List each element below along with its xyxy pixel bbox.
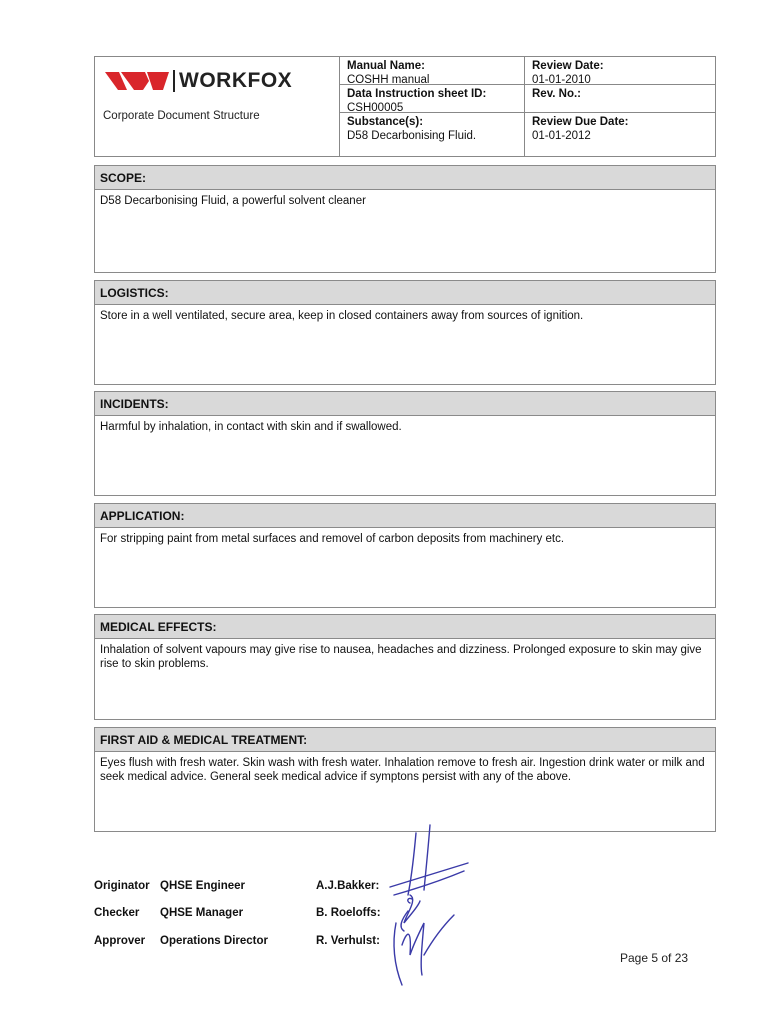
checker-name: B. Roeloffs:	[316, 907, 381, 919]
logo-divider	[173, 70, 175, 92]
originator-name: A.J.Bakker:	[316, 880, 380, 892]
section-body: Harmful by inhalation, in contact with skin and if swallowed.	[100, 421, 402, 433]
review-date-cell	[525, 57, 715, 85]
approver-name: R. Verhulst:	[316, 935, 380, 947]
brand-cell	[95, 57, 340, 156]
section-body: Inhalation of solvent vapours may give rise to nausea, headaches and dizziness. Prolonged exposure to skin may give rise to skin problems.	[100, 644, 702, 670]
manual-name-cell	[340, 57, 525, 85]
document-structure-label: Corporate Document Structure	[103, 110, 260, 122]
page-number: Page 5 of 23	[620, 951, 689, 965]
section-scope	[94, 165, 716, 273]
review-due-date-cell	[525, 113, 715, 156]
section-application	[94, 503, 716, 608]
company-logo	[105, 67, 292, 95]
section-heading: SCOPE:	[95, 166, 715, 190]
manual-name-value: COSHH manual	[347, 74, 430, 86]
substances-value: D58 Decarbonising Fluid.	[347, 130, 477, 142]
originator-title: QHSE Engineer	[160, 880, 245, 892]
review-date-value: 01-01-2010	[532, 74, 591, 86]
logo-text: WORKFOX	[179, 69, 293, 92]
handwritten-signatures-icon	[380, 815, 480, 995]
data-sheet-id-label: Data Instruction sheet ID:	[347, 88, 487, 100]
checker-title: QHSE Manager	[160, 907, 244, 919]
rev-no-label: Rev. No.:	[532, 88, 581, 100]
review-date-label: Review Date:	[532, 60, 604, 72]
manual-name-label: Manual Name:	[347, 60, 425, 72]
document-header-table	[94, 56, 716, 157]
approver-role: Approver	[94, 935, 146, 947]
section-logistics	[94, 280, 716, 385]
section-heading: LOGISTICS:	[95, 281, 715, 305]
data-sheet-id-cell	[340, 85, 525, 113]
checker-role: Checker	[94, 907, 140, 919]
data-sheet-id-value: CSH00005	[347, 102, 404, 114]
section-heading: MEDICAL EFFECTS:	[95, 615, 715, 639]
section-body: For stripping paint from metal surfaces and removel of carbon deposits from machinery etc.	[100, 533, 565, 545]
section-heading: INCIDENTS:	[95, 392, 715, 416]
section-incidents	[94, 391, 716, 496]
substances-cell	[340, 113, 525, 156]
section-body: Eyes flush with fresh water. Skin wash with fresh water. Inhalation remove to fresh air. Ingestion drink water or milk and seek medical advice. General seek medical advice if symptons persist with any of the above.	[100, 757, 705, 783]
originator-role: Originator	[94, 880, 150, 892]
rev-no-cell	[525, 85, 715, 113]
section-body: Store in a well ventilated, secure area, keep in closed containers away from sources of ignition.	[100, 310, 584, 322]
section-heading: FIRST AID & MEDICAL TREATMENT:	[95, 728, 715, 752]
section-body: D58 Decarbonising Fluid, a powerful solvent cleaner	[100, 195, 366, 207]
substances-label: Substance(s):	[347, 116, 424, 128]
section-medical-effects	[94, 614, 716, 720]
section-heading: APPLICATION:	[95, 504, 715, 528]
workfox-logo-icon	[105, 69, 171, 93]
review-due-date-label: Review Due Date:	[532, 116, 629, 128]
approver-title: Operations Director	[160, 935, 268, 947]
review-due-date-value: 01-01-2012	[532, 130, 591, 142]
